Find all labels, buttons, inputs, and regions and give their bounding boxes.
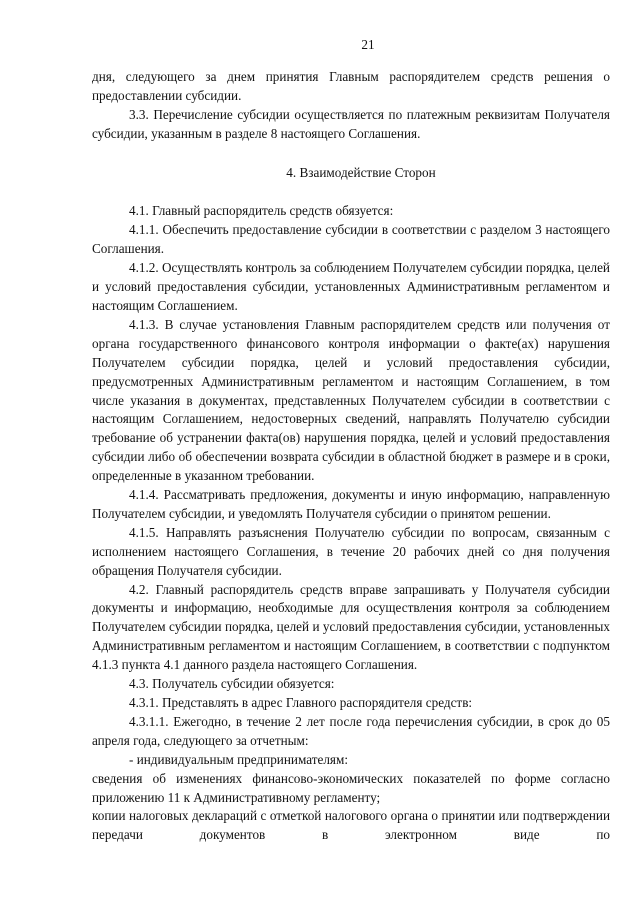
section-heading-4: 4. Взаимодействие Сторон [286,164,436,180]
paragraph-4-1: 4.1. Главный распорядитель средств обязуется: [129,203,394,219]
paragraph-4-1-5: 4.1.5. Направлять разъяснения Получателю субсидии по вопросам, связанным с исполнением настоящего Соглашения, в течение 20 рабочих дней со дня получения обращения Получателя субсидии. [92,524,610,578]
paragraph-4-1-3: 4.1.3. В случае установления Главным распорядителем средств или получения от органа государственного финансового контроля информации о факте(ах) нарушения Получателем субсидии порядка, целей и условий предоставления субсидии, предусмотренных Административным регламентом и настоящим Соглашением, в том числе указания в документах, представленных Получателем субсидии в соответствии с настоящим Соглашением, недостоверных сведений, направлять Получателю субсидии требование об устранении факта(ов) нарушения порядка, целей и условий предоставления субсидии либо об обеспечении возврата субсидии в областной бюджет в размере и в сроки, определенные в указанном требовании. [92,316,610,484]
paragraph-4-1-2: 4.1.2. Осуществлять контроль за соблюдением Получателем субсидии порядка, целей и условий предоставления субсидии, установленных Административным регламентом и настоящим Соглашением. [92,260,610,313]
paragraph-financial-info: сведения об изменениях финансово-экономических показателей по форме согласно приложению 11 к Административному регламенту; [92,770,610,805]
document-page [92,36,610,845]
paragraph-4-1-1: 4.1.1. Обеспечить предоставление субсидии в соответствии с разделом 3 настоящего Соглашения. [92,222,610,257]
paragraph-4-2: 4.2. Главный распорядитель средств вправе запрашивать у Получателя субсидии документы и информацию, необходимые для осуществления контроля за соблюдением Получателем субсидии порядка, целей и условий предоставления субсидии, установленных Административным регламентом и настоящим Соглашением, в соответствии с подпунктом 4.1.3 пункта 4.1 данного раздела настоящего Соглашения. [92,581,610,673]
paragraph-tax-declarations: копии налоговых деклараций с отметкой налогового органа о принятии или подтверждении передачи документов в электронном виде по [92,808,610,843]
page-number: 21 [361,37,375,52]
paragraph-3-3: 3.3. Перечисление субсидии осуществляется по платежным реквизитам Получателя субсидии, указанным в разделе 8 настоящего Соглашения. [92,106,610,141]
paragraph-continuation: дня, следующего за днем принятия Главным распорядителем средств решения о предоставлении субсидии. [92,68,610,103]
paragraph-4-3-1: 4.3.1. Представлять в адрес Главного распорядителя средств: [129,695,473,710]
paragraph-4-1-4: 4.1.4. Рассматривать предложения, документы и иную информацию, направленную Получателем субсидии, и уведомлять Получателя субсидии о принятом решении. [92,487,610,521]
list-item-entrepreneurs: - индивидуальным предпринимателям: [129,751,349,767]
paragraph-4-3-1-1: 4.3.1.1. Ежегодно, в течение 2 лет после года перечисления субсидии, в срок до 05 апреля года, следующего за отчетным: [92,713,610,748]
paragraph-4-3: 4.3. Получатель субсидии обязуется: [129,676,335,692]
